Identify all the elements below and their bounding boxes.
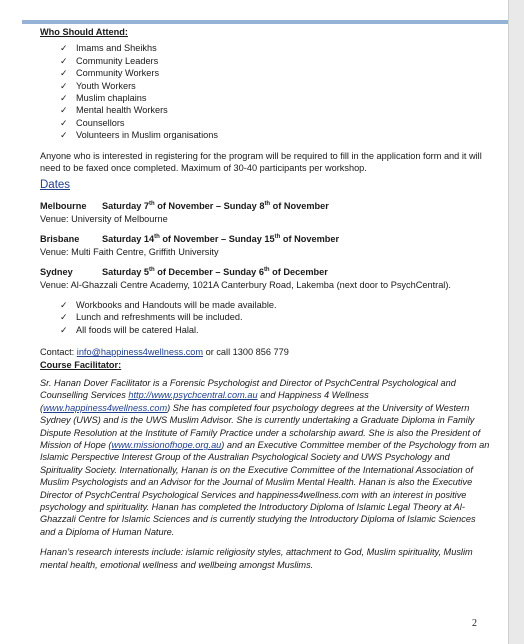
research-interests: Hanan’s research interests include: islamic religiosity styles, attachment to God, Muslim spirituality, Muslim mental health, emotional wellness and wellbeing amongst Muslims.	[40, 547, 473, 570]
checkmark-icon: ✓	[60, 117, 68, 128]
page-number: 2	[472, 618, 477, 629]
viewer-edge	[508, 0, 524, 644]
checkmark-icon: ✓	[60, 324, 68, 335]
list-item: ✓ Lunch and refreshments will be included.	[60, 312, 243, 323]
event-venue: Venue: University of Melbourne	[40, 213, 168, 224]
event-sydney	[40, 266, 490, 291]
registration-text: Anyone who is interested in registering for the program will be required to fill in the application form and it will need to be faxed once completed. Maximum of 30-40 participants per workshop.	[40, 150, 482, 174]
psychcentral-link[interactable]: http://www.psychcentral.com.au	[128, 390, 258, 401]
checkmark-icon: ✓	[60, 68, 68, 79]
happiness4wellness-link[interactable]: www.happiness4wellness.com	[43, 402, 168, 413]
list-item: ✓ Muslim chaplains	[60, 93, 147, 104]
extras-list	[40, 299, 490, 336]
course-facilitator-heading: Course Facilitator:	[40, 359, 122, 370]
missionofhope-link[interactable]: www.missionofhope.org.au	[111, 439, 222, 450]
facilitator-bio: Sr. Hanan Dover Facilitator is a Forensic Psychologist and Director of PsychCentral Psychological and Counselling Services http://www.psychcentral.com.au and Happiness 4 Wellness (www.happiness4wellness.com) She has completed four psychology degrees at the University of Western Sydney (UWS) and is the UWS Muslim Advisor. She is currently undertaking a Graduate Diploma in Family Dispute Resolution at the Institute of Family Practice under a scholarship award. She is also the President of Mission of Hope (www.missionofhope.org.au) and an Executive Committee member of the Psychology from an Islamic Perspective Interest Group of the Australian Psychological Society and UWS Psychology and Spirituality Society. Internationally, Hanan is on the Executive Committee of the International Association of Muslim Psychologists and an Advisor for the Journal of Muslim Mental Health. Hanan is also the Executive Director of PsychCentral Psychological Services and happiness4wellness.com with an interest in positive psychology and spirituality. Hanan has completed the Introductory Diploma of Islamic Legal Theory at Al-Ghazzali Centre for Islamic Sciences and is currently studying the Introductory Diploma of Islamic Sciences and a Diploma of Human Nature.	[40, 377, 490, 537]
list-item: ✓ Volunteers in Muslim organisations	[60, 130, 218, 141]
list-item: ✓ Youth Workers	[60, 80, 136, 91]
checkmark-icon: ✓	[60, 80, 68, 91]
contact-line: Contact: info@happiness4wellness.com or call 1300 856 779	[40, 347, 289, 358]
checkmark-icon: ✓	[60, 55, 68, 66]
list-item: ✓ Community Leaders	[60, 55, 159, 66]
attendee-list	[40, 42, 490, 141]
event-venue: Venue: Multi Faith Centre, Griffith University	[40, 246, 219, 257]
list-item: ✓ Imams and Sheikhs	[60, 43, 157, 54]
event-city: Melbourne	[40, 201, 87, 212]
event-melbourne	[40, 200, 490, 225]
who-should-attend-heading: Who Should Attend:	[40, 27, 128, 37]
event-brisbane	[40, 233, 490, 258]
page-content	[40, 26, 490, 571]
list-item: ✓ Workbooks and Handouts will be made available.	[60, 299, 277, 310]
contact-email-link[interactable]: info@happiness4wellness.com	[76, 347, 204, 358]
checkmark-icon: ✓	[60, 312, 68, 323]
list-item: ✓ All foods will be catered Halal.	[60, 324, 199, 335]
checkmark-icon: ✓	[60, 43, 68, 54]
header-rule	[22, 20, 508, 24]
event-city: Sydney	[40, 267, 73, 278]
event-city: Brisbane	[40, 234, 80, 245]
checkmark-icon: ✓	[60, 299, 68, 310]
event-venue: Venue: Al-Ghazzali Centre Academy, 1021A Canterbury Road, Lakemba (next door to PsychCentral).	[40, 279, 451, 290]
checkmark-icon: ✓	[60, 130, 68, 141]
event-dates: Saturday 5th of December – Sunday 6th of December	[102, 267, 328, 278]
list-item: ✓ Counsellors	[60, 117, 125, 128]
checkmark-icon: ✓	[60, 93, 68, 104]
event-dates: Saturday 7th of November – Sunday 8th of November	[102, 201, 329, 212]
event-dates: Saturday 14th of November – Sunday 15th of November	[102, 234, 340, 245]
list-item: ✓ Mental health Workers	[60, 105, 168, 116]
checkmark-icon: ✓	[60, 105, 68, 116]
list-item: ✓ Community Workers	[60, 68, 160, 79]
dates-heading: Dates	[40, 179, 71, 192]
